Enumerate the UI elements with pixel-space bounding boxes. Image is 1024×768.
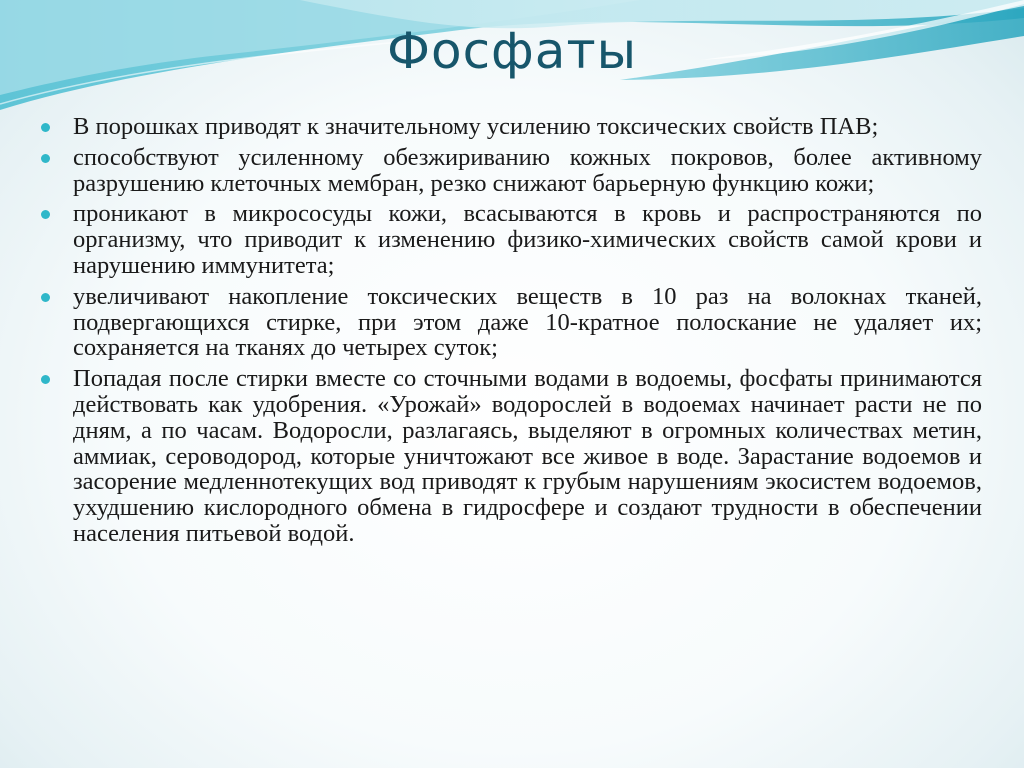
bullet-text: В порошках приводят к значительному усилению токсических свойств ПАВ; [73,113,879,140]
list-item [40,114,982,140]
list-item [40,145,982,197]
list-item [40,201,982,278]
bullet-text: Попадая после стирки вместе со сточными водами в водоемы, фосфаты принимаются действовать как удобрения. «Урожай» водорослей в водоемах начинает расти не по дням, а по часам. Водоросли, разлагаясь, выделяют в огромных количествах метин, аммиак, сероводород, которые уничтожают все живое в воде. Зарастание водоемов и засорение медленнотекущих вод приводят к грубым нарушениям экосистем водоемов, ухудшению кислородного обмена в гидросфере и создают трудности в обеспечении населения питьевой водой. [73,365,982,547]
list-item [40,284,982,361]
list-item [40,366,982,547]
bullet-text: увеличивают накопление токсических веществ в 10 раз на волокнах тканей, подвергающихся стирке, при этом даже 10-кратное полоскание не удаляет их; сохраняется на тканях до четырех суток; [73,282,982,362]
bullet-list [40,114,982,552]
bullet-text: проникают в микрососуды кожи, всасываются в кровь и распространяются по организму, что приводит к изменению физико-химических свойств самой крови и нарушению иммунитета; [73,200,982,279]
bullet-text: способствуют усиленному обезжириванию кожных покровов, более активному разрушению клеточных мембран, резко снижают барьерную функцию кожи; [73,143,982,197]
bullet-dot-icon [41,210,50,219]
bullet-dot-icon [41,123,50,132]
bullet-dot-icon [41,375,50,384]
slide-title: Фосфаты [386,22,638,80]
bullet-dot-icon [41,293,50,302]
bullet-dot-icon [41,154,50,163]
